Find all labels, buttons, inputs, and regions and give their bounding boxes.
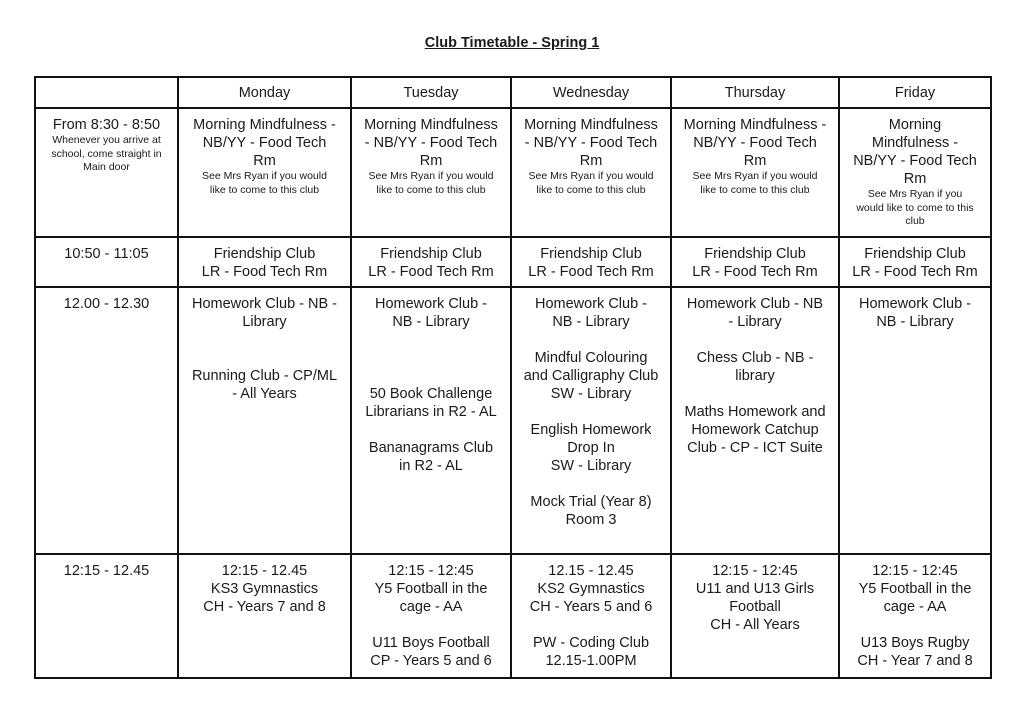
club-entry-line: 12:15 - 12.45 [221, 563, 308, 579]
club-note: like to come to this club [700, 183, 810, 196]
club-note: club [905, 215, 925, 227]
timetable [34, 76, 992, 679]
club-entry-line: U11 and U13 Girls [695, 581, 815, 597]
club-entry-line: - NB/YY - Food Tech [364, 135, 498, 151]
club-cell-tuesday [351, 237, 511, 287]
club-entry-line: - All Years [232, 386, 297, 402]
spacer [674, 331, 836, 349]
header-row [35, 77, 991, 108]
club-entry-line: CH - Years 7 and 8 [203, 599, 326, 615]
club-entry-line: LR - Food Tech Rm [368, 264, 494, 280]
club-note: See Mrs Ryan if you would [368, 170, 494, 182]
club-entry-line: Homework Club - [535, 296, 647, 312]
club-entry-line: Homework Club - NB - [191, 296, 338, 312]
club-entry-line: Friendship Club [864, 246, 966, 262]
day-header-friday: Friday [839, 77, 991, 108]
time-label: From 8:30 - 8:50 [52, 117, 161, 133]
club-cell-thursday [671, 108, 839, 237]
club-entry-line: LR - Food Tech Rm [692, 264, 818, 280]
club-entry-line: NB/YY - Food Tech [202, 135, 327, 151]
club-entry-line: 50 Book Challenge [369, 386, 493, 402]
club-entry-line: SW - Library [550, 386, 632, 402]
club-cell-wednesday [511, 554, 671, 678]
club-entry-line: and Calligraphy Club [523, 368, 659, 384]
time-cell [35, 287, 178, 554]
club-entry-line: Bananagrams Club [368, 440, 494, 456]
club-cell-wednesday [511, 287, 671, 554]
club-note: See Mrs Ryan if you would [528, 170, 654, 182]
club-note: like to come to this club [536, 183, 646, 196]
day-header-thursday: Thursday [671, 77, 839, 108]
club-cell-friday [839, 287, 991, 554]
club-entry-line: Friendship Club [704, 246, 806, 262]
club-entry-line: NB/YY - Food Tech [853, 153, 977, 169]
time-cell [35, 108, 178, 237]
club-entry-line: Football [729, 599, 781, 615]
spacer [354, 616, 508, 634]
spacer [354, 421, 508, 439]
table-row [35, 287, 991, 554]
club-entry-line: cage - AA [399, 599, 463, 615]
club-entry-line: Homework Club - [859, 296, 971, 312]
club-cell-monday [178, 108, 351, 237]
page-title: Club Timetable - Spring 1 [424, 35, 600, 51]
club-note: See Mrs Ryan if you would [202, 170, 327, 182]
club-entry-line: - Library [728, 314, 782, 330]
club-entry-line: KS2 Gymnastics [537, 581, 645, 597]
club-cell-monday [178, 237, 351, 287]
club-entry-line: in R2 - AL [399, 458, 463, 474]
table-row [35, 108, 991, 237]
spacer [674, 385, 836, 403]
club-entry-line: Club - CP - ICT Suite [687, 440, 823, 456]
club-entry-line: Morning [888, 117, 942, 133]
club-entry-line: CH - All Years [710, 617, 800, 633]
club-entry-line: Morning Mindfulness - [193, 117, 336, 133]
club-entry-line: KS3 Gymnastics [210, 581, 319, 597]
club-note: like to come to this club [376, 183, 486, 196]
club-entry-line: Rm [253, 153, 276, 169]
club-entry-line: PW - Coding Club [532, 635, 650, 651]
club-entry-line: Library [242, 314, 287, 330]
time-cell [35, 554, 178, 678]
table-row [35, 554, 991, 678]
club-entry-line: Rm [903, 171, 927, 187]
club-cell-friday [839, 237, 991, 287]
club-entry-line: LR - Food Tech Rm [852, 264, 978, 280]
spacer [354, 331, 508, 349]
club-note: like to come to this club [209, 183, 320, 196]
spacer [514, 616, 668, 634]
time-note: school, come straight in [51, 147, 162, 160]
spacer [181, 331, 348, 349]
club-entry-line: Rm [419, 153, 443, 169]
club-entry-line: CP - Years 5 and 6 [370, 653, 492, 669]
club-entry-line: Homework Club - NB [686, 296, 824, 312]
day-header-wednesday: Wednesday [511, 77, 671, 108]
club-entry-line: CH - Year 7 and 8 [857, 653, 973, 669]
time-cell [35, 237, 178, 287]
club-cell-wednesday [511, 237, 671, 287]
club-cell-thursday [671, 237, 839, 287]
club-entry-line: English Homework [530, 422, 652, 438]
club-entry-line: Running Club - CP/ML [191, 368, 338, 384]
club-entry-line: U13 Boys Rugby [860, 635, 970, 651]
time-label: 12:15 - 12.45 [63, 563, 150, 579]
club-entry-line: Mindful Colouring [534, 350, 648, 366]
club-entry-line: SW - Library [550, 458, 632, 474]
time-note: Whenever you arrive at [52, 134, 161, 146]
club-entry-line: Rm [579, 153, 603, 169]
club-entry-line: Friendship Club [380, 246, 482, 262]
club-entry-line: LR - Food Tech Rm [528, 264, 654, 280]
club-entry-line: 12:15 - 12:45 [388, 563, 474, 579]
club-entry-line: Librarians in R2 - AL [365, 404, 497, 420]
club-note: See Mrs Ryan if you would [692, 170, 818, 182]
club-entry-line: Rm [743, 153, 767, 169]
spacer [514, 331, 668, 349]
club-cell-tuesday [351, 108, 511, 237]
club-cell-wednesday [511, 108, 671, 237]
spacer [354, 349, 508, 367]
club-entry-line: 12:15 - 12:45 [872, 563, 958, 579]
spacer [514, 403, 668, 421]
club-entry-line: Morning Mindfulness - [683, 117, 827, 133]
club-note: See Mrs Ryan if you [867, 188, 963, 200]
club-cell-thursday [671, 554, 839, 678]
club-entry-line: Morning Mindfulness [364, 117, 498, 133]
club-entry-line: 12.15 - 12.45 [548, 563, 634, 579]
day-header-monday: Monday [178, 77, 351, 108]
club-entry-line: Friendship Club [540, 246, 642, 262]
spacer [181, 349, 348, 367]
time-note: Main door [83, 161, 130, 173]
club-entry-line: Friendship Club [213, 246, 316, 262]
club-entry-line: Room 3 [565, 512, 617, 528]
club-entry-line: Mock Trial (Year 8) [530, 494, 652, 510]
club-cell-monday [178, 287, 351, 554]
club-entry-line: Chess Club - NB - [696, 350, 814, 366]
club-entry-line: Y5 Football in the [858, 581, 972, 597]
club-entry-line: NB - Library [392, 314, 470, 330]
time-label: 12.00 - 12.30 [63, 296, 150, 312]
club-entry-line: 12:15 - 12:45 [712, 563, 798, 579]
club-entry-line: Homework Catchup [691, 422, 819, 438]
club-entry-line: NB - Library [552, 314, 630, 330]
club-entry-line: LR - Food Tech Rm [201, 264, 328, 280]
spacer [514, 475, 668, 493]
club-entry-line: Mindfulness - [871, 135, 959, 151]
club-entry-line: library [735, 368, 775, 384]
club-entry-line: Y5 Football in the [374, 581, 488, 597]
day-header-tuesday: Tuesday [351, 77, 511, 108]
club-entry-line: - NB/YY - Food Tech [524, 135, 658, 151]
club-cell-friday [839, 554, 991, 678]
club-entry-line: 12.15-1.00PM [545, 653, 637, 669]
spacer [354, 367, 508, 385]
spacer [842, 616, 988, 634]
corner-cell [35, 77, 178, 108]
club-cell-friday [839, 108, 991, 237]
club-cell-tuesday [351, 554, 511, 678]
club-entry-line: NB - Library [876, 314, 954, 330]
club-cell-monday [178, 554, 351, 678]
time-label: 10:50 - 11:05 [64, 246, 149, 262]
table-row [35, 237, 991, 287]
club-note: would like to come to this [856, 201, 974, 214]
club-entry-line: Homework Club - [375, 296, 487, 312]
club-cell-thursday [671, 287, 839, 554]
club-cell-tuesday [351, 287, 511, 554]
club-entry-line: Maths Homework and [684, 404, 826, 420]
club-entry-line: cage - AA [883, 599, 947, 615]
club-entry-line: CH - Years 5 and 6 [529, 599, 653, 615]
club-entry-line: Drop In [567, 440, 615, 456]
club-entry-line: NB/YY - Food Tech [693, 135, 817, 151]
club-entry-line: Morning Mindfulness [524, 117, 658, 133]
club-entry-line: U11 Boys Football [372, 635, 490, 651]
